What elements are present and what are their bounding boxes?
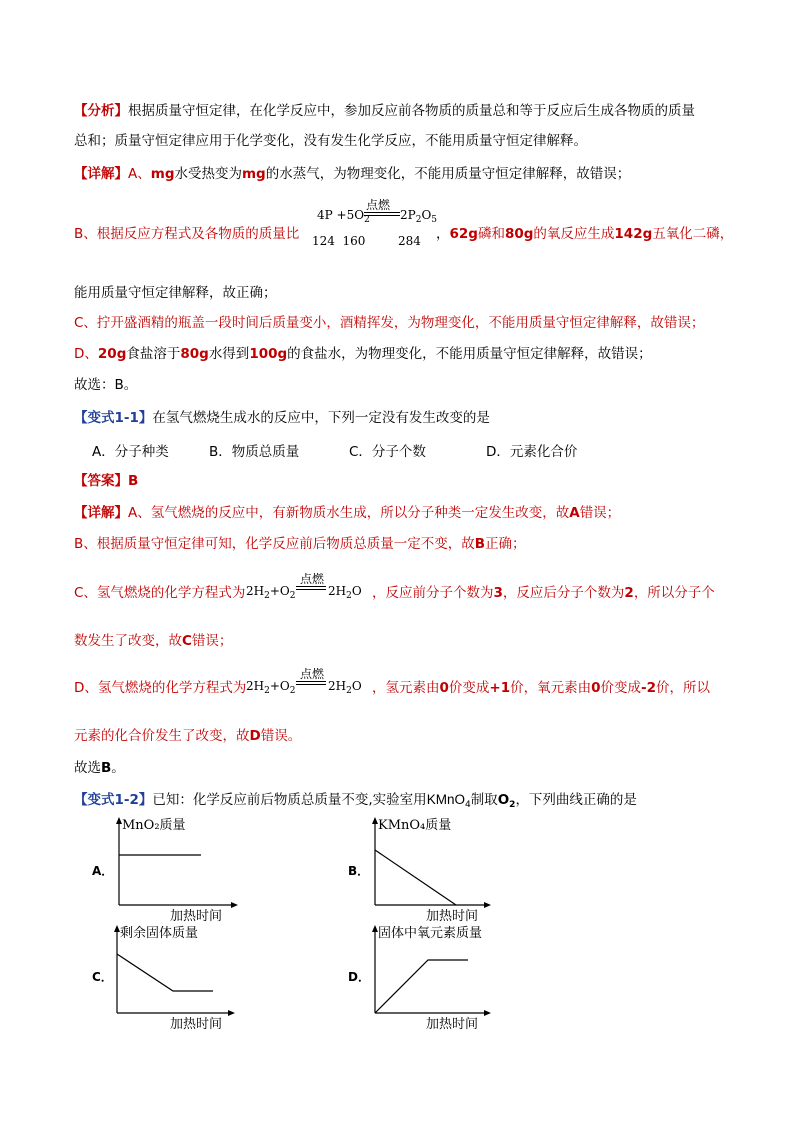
graph-a-ylabel: MnO₂质量 — [122, 818, 186, 833]
graph-c-letter: C． — [92, 970, 113, 984]
variant2-tag: 【变式1-2】 — [74, 792, 153, 808]
detail1-a-line — [74, 164, 630, 184]
graph-a-letter: A． — [92, 864, 114, 878]
d-value-100g: 100g — [249, 346, 288, 362]
graph-d-xlabel: 加热时间 — [426, 1017, 479, 1032]
graph-b-curve — [375, 850, 456, 905]
analysis-line-2 — [74, 131, 587, 151]
detail1-b-prefix: B、根据反应方程式及各物质的质量比 — [74, 226, 300, 242]
graph-b-ylabel: KMnO₄质量 — [378, 818, 452, 833]
graph-c-curve — [117, 954, 213, 991]
variant1-detail-d: D、氢气燃烧的化学方程式为 — [74, 680, 247, 696]
detail1-d-line: D、20g食盐溶于80g水得到100g的食盐水，为物理变化，不能用质量守恒定律解释，故错误； — [74, 346, 652, 362]
eq-mass-right: 284 — [398, 234, 421, 248]
variant1-option-c[interactable]: C．分子个数 — [349, 444, 426, 460]
variant1-option-a[interactable]: A．分子种类 — [92, 444, 169, 460]
graph-c-ylabel: 剩余固体质量 — [120, 926, 199, 941]
hydrogen-equation-d: $2H_2+O_2$ 点燃 $2H_2O$ — [246, 667, 362, 696]
graph-d-ylabel: 固体中氧元素质量 — [378, 926, 483, 941]
graph-d-curve — [375, 960, 468, 1013]
detail1-a-mass1: mg — [150, 166, 175, 182]
analysis-text-1: 根据质量守恒定律，在化学反应中，参加反应前各物质的质量总和等于反应后生成各物质的质量 — [128, 103, 695, 119]
graph-d[interactable] — [346, 920, 506, 1030]
variant1-detail-c-line2: 数发生了改变，故C错误； — [74, 633, 233, 649]
h-eq-condition-c: 点燃 — [300, 572, 325, 586]
graph-b-xlabel: 加热时间 — [426, 909, 479, 924]
analysis-line-1 — [74, 101, 695, 121]
variant1-detail-c: C、氢气燃烧的化学方程式为 — [74, 585, 246, 601]
eq-mass-left: 124 160 — [312, 234, 366, 248]
variant1-question-text: 在氢气燃烧生成水的反应中，下列一定没有发生改变的是 — [152, 410, 490, 426]
analysis-tag: 【分析】 — [74, 103, 128, 119]
graph-d-letter: D． — [348, 970, 370, 984]
answer-tag: 【答案】 — [74, 473, 128, 489]
graph-b[interactable] — [346, 812, 496, 922]
eq-arrow-line-1 — [364, 212, 400, 213]
variant1-detail-tag: 【详解】 — [74, 505, 128, 521]
graph-c-xlabel: 加热时间 — [170, 1017, 223, 1032]
detail1-b-line — [74, 224, 299, 244]
variant1-option-d[interactable]: D．元素化合价 — [486, 444, 578, 460]
b-value-142g: 142g — [614, 226, 653, 242]
h-eq-condition-d: 点燃 — [300, 667, 325, 681]
variant2-question: 【变式1-2】已知：化学反应前后物质总质量不变,实验室用KMnO$_4$制取$O_2$，下列曲线正确的是 — [74, 792, 637, 810]
detail1-a-mass2: mg — [241, 166, 266, 182]
detail1-tag: 【详解】 — [74, 166, 128, 182]
hydrogen-equation-c: $2H_2+O_2$ 点燃 $2H_2O$ — [246, 572, 362, 601]
eq-condition: 点燃 — [366, 198, 391, 212]
b-value-80g: 80g — [504, 226, 534, 242]
detail1-a-rest: 的水蒸气，为物理变化，不能用质量守恒定律解释，故错误； — [265, 166, 631, 182]
graph-b-letter: B． — [348, 864, 370, 878]
graph-a-xlabel: 加热时间 — [170, 909, 223, 924]
detail1-b-line2: 能用质量守恒定律解释，故正确； — [74, 285, 277, 301]
variant1-question — [74, 408, 490, 428]
d-value-80g: 80g — [180, 346, 209, 362]
detail1-b-tail: ，62g磷和80g的氧反应生成142g五氧化二磷， — [436, 226, 734, 242]
b-value-62g: 62g — [449, 226, 478, 242]
variant1-detail-a: 【详解】A、氢气燃烧的反应中，有新物质水生成，所以分子种类一定发生改变，故A错误； — [74, 505, 621, 521]
variant1-detail-d-line2: 元素的化合价发生了改变，故D错误。 — [74, 728, 302, 744]
variant1-tag: 【变式1-1】 — [74, 410, 153, 426]
detail1-a-mid: 水受热变为 — [174, 166, 242, 182]
phosphorus-equation — [312, 196, 436, 250]
variant1-detail-b: B、根据质量守恒定律可知，化学反应前后物质总质量一定不变，故B正确； — [74, 536, 526, 552]
graph-c[interactable] — [88, 920, 238, 1030]
detail1-a-prefix: A、 — [128, 166, 151, 182]
answer-value: B — [128, 473, 139, 489]
variant1-option-b[interactable]: B．物质总质量 — [209, 444, 300, 460]
variant1-detail-d-tail: ，氢元素由0价变成+1价，氧元素由0价变成-2价，所以 — [372, 680, 711, 696]
eq-arrow-line-2 — [364, 215, 400, 216]
variant1-answer — [74, 471, 138, 491]
eq-reactants: $4P +5O_2$ — [317, 208, 370, 225]
detail1-choice: 故选：B。 — [74, 377, 138, 393]
d-value-20g: 20g — [97, 346, 127, 362]
eq-product: $2P_2O_5$ — [400, 208, 438, 225]
variant1-choice: 故选B。 — [74, 760, 125, 776]
graph-a[interactable] — [88, 812, 238, 922]
analysis-text-2: 总和；质量守恒定律应用于化学变化，没有发生化学反应，不能用质量守恒定律解释。 — [74, 133, 587, 149]
detail1-c-line: C、拧开盛酒精的瓶盖一段时间后质量变小，酒精挥发，为物理变化，不能用质量守恒定律解释，故错误； — [74, 315, 705, 331]
variant1-detail-c-tail: ，反应前分子个数为3，反应后分子个数为2，所以分子个 — [372, 585, 715, 601]
